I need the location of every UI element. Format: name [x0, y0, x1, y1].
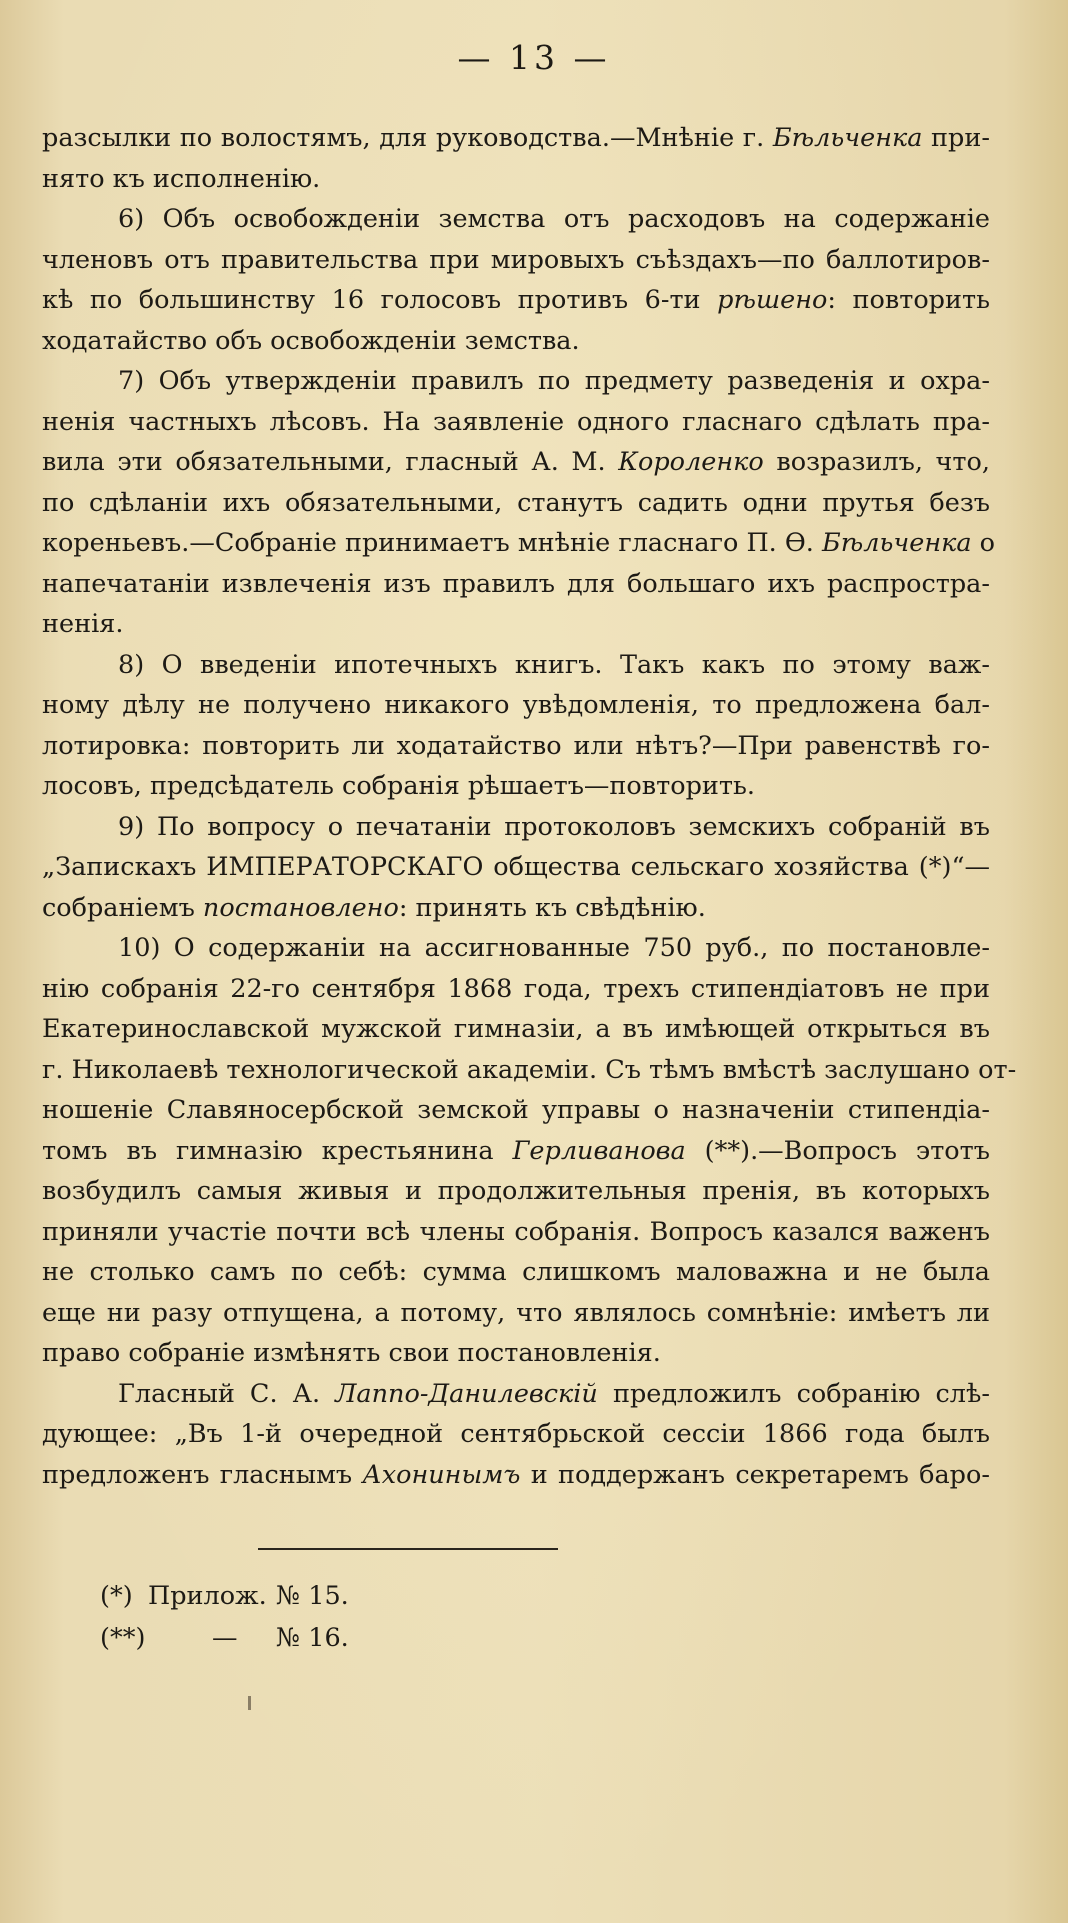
- text-line: ношеніе Славяносербской земской управы о назначеніи стипендіа-: [42, 1095, 990, 1125]
- text-line: 7) Объ утвержденіи правилъ по предмету разведенія и охра-: [118, 366, 990, 396]
- text-line: лотировка: повторить ли ходатайство или нѣтъ?—При равенствѣ го-: [42, 730, 990, 761]
- text-line: Екатеринославской мужской гимназіи, а въ имѣющей открыться въ: [42, 1014, 990, 1044]
- text-line: возбудилъ самыя живыя и продолжительныя пренія, въ которыхъ: [42, 1176, 990, 1206]
- text-line: лосовъ, предсѣдатель собранія рѣшаетъ—повторить.: [42, 771, 756, 801]
- text-line: собраніемъ постановлено: принять къ свѣдѣнію.: [42, 892, 706, 923]
- text-line: 6) Объ освобожденіи земства отъ расходовъ на содержаніе: [118, 204, 990, 234]
- text-line: еще ни разу отпущена, а потому, что являлось сомнѣніе: имѣетъ ли: [42, 1297, 990, 1328]
- text-line: дующее: „Въ 1-й очередной сентябрьской сессіи 1866 года былъ: [42, 1419, 990, 1449]
- text-line: не столько самъ по себѣ: сумма слишкомъ маловажна и не была: [42, 1257, 990, 1287]
- text-line: по сдѣланіи ихъ обязательными, станутъ садить одни прутья безъ: [42, 487, 990, 518]
- footnote-label: Прилож.: [148, 1581, 267, 1611]
- text-line: „Запискахъ ИМПЕРАТОРСКАГО общества сельскаго хозяйства (*)“—: [42, 852, 990, 882]
- body-text: [42, 118, 1017, 1495]
- text-line: г. Николаевѣ технологической академіи. Съ тѣмъ вмѣстѣ заслушано от-: [42, 1054, 1017, 1085]
- text-line: членовъ отъ правительства при мировыхъ съѣздахъ—по баллотиров-: [42, 244, 990, 275]
- text-line: ненія частныхъ лѣсовъ. На заявленіе одного гласнаго сдѣлать пра-: [42, 406, 990, 437]
- text-line: приняли участіе почти всѣ члены собранія. Вопросъ казался важенъ: [42, 1216, 990, 1247]
- text-line: кореньевъ.—Собраніе принимаетъ мнѣніе гласнаго П. Ѳ. Бѣльченка о: [42, 528, 996, 558]
- text-line: кѣ по большинству 16 голосовъ противъ 6-ти рѣшено: повторить: [42, 285, 990, 315]
- text-line: право собраніе измѣнять свои постановленія.: [42, 1338, 661, 1368]
- italic-name: Бѣльченка: [822, 528, 972, 558]
- text-line: вила эти обязательными, гласный А. М. Короленко возразилъ, что,: [42, 447, 990, 477]
- italic-name: Герливанова: [512, 1135, 686, 1166]
- italic-name: Ахонинымъ: [362, 1459, 521, 1490]
- italic-name: Лаппо-Данилевскій: [335, 1378, 598, 1409]
- footnote-number: № 15.: [276, 1581, 349, 1611]
- footnote-separator: [258, 1548, 558, 1550]
- footnote-number: № 16.: [276, 1623, 349, 1653]
- text-line: напечатаніи извлеченія изъ правилъ для большаго ихъ распростра-: [42, 568, 990, 599]
- italic-name: Короленко: [618, 447, 764, 477]
- italic-name: постановлено: [202, 892, 399, 923]
- text-line: томъ въ гимназію крестьянина Герливанова (**).—Вопросъ этотъ: [42, 1135, 990, 1166]
- text-line: ненія.: [42, 609, 124, 639]
- print-speck: [248, 1696, 251, 1710]
- text-line: Гласный С. А. Лаппо-Данилевскій предложилъ собранію слѣ-: [118, 1378, 990, 1409]
- text-line: 10) О содержаніи на ассигнованные 750 руб., по постановле-: [118, 933, 990, 963]
- text-line: 8) О введеніи ипотечныхъ книгъ. Такъ какъ по этому важ-: [118, 649, 990, 680]
- page-number: — 13 —: [457, 38, 611, 77]
- italic-name: рѣшено: [717, 285, 828, 315]
- footnote-ditto-dash: —: [212, 1623, 238, 1653]
- italic-name: Бѣльченка: [772, 123, 923, 153]
- text-line: предложенъ гласнымъ Ахонинымъ и поддержанъ секретаремъ баро-: [42, 1459, 990, 1490]
- footnote-mark: (*): [100, 1581, 133, 1611]
- text-line: ному дѣлу не получено никакого увѣдомленія, то предложена бал-: [42, 690, 990, 720]
- text-line: нію собранія 22-го сентября 1868 года, трехъ стипендіатовъ не при: [42, 973, 990, 1004]
- text-line: 9) По вопросу о печатаніи протоколовъ земскихъ собраній въ: [118, 811, 990, 842]
- text-line: ходатайство объ освобожденіи земства.: [42, 325, 580, 356]
- footnote-mark: (**): [100, 1623, 146, 1653]
- text-line: нято къ исполненію.: [42, 163, 321, 194]
- text-line: разсылки по волостямъ, для руководства.—Мнѣніе г. Бѣльченка при-: [42, 123, 990, 153]
